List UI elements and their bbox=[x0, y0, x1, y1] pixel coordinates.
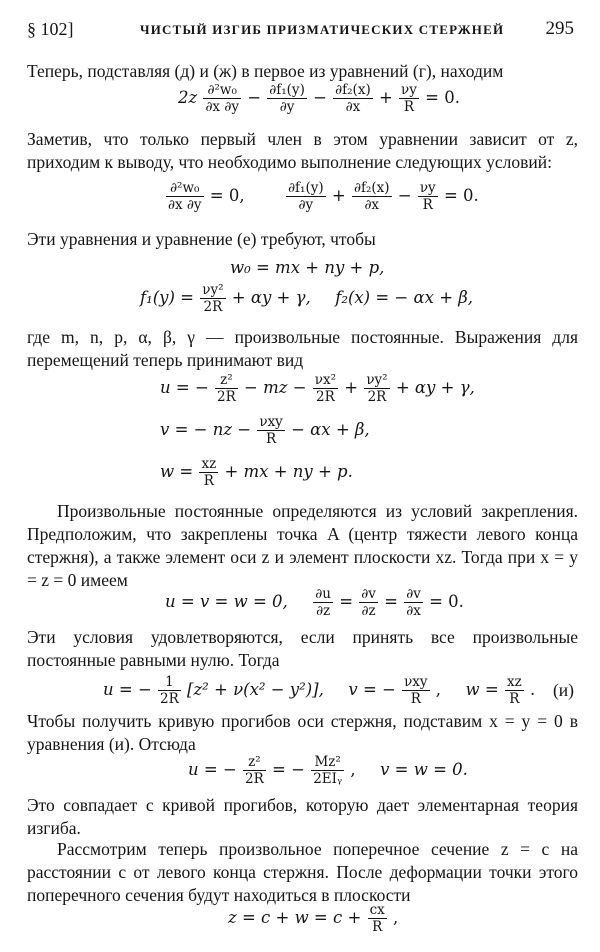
eq-rhs: = 0. bbox=[429, 592, 464, 611]
eq-text: w = bbox=[465, 680, 499, 699]
denominator: R bbox=[403, 99, 415, 115]
numerator: ∂v bbox=[406, 586, 421, 602]
operator: − bbox=[313, 88, 327, 107]
denominator: ∂y bbox=[279, 99, 295, 115]
fraction bbox=[404, 586, 423, 619]
fraction bbox=[313, 586, 333, 619]
denominator: ∂z bbox=[361, 603, 376, 619]
operator: = bbox=[384, 592, 398, 611]
equation-deflection bbox=[188, 754, 468, 787]
fraction bbox=[257, 414, 284, 447]
fraction bbox=[166, 180, 204, 213]
fraction bbox=[286, 180, 326, 213]
equation-w0 bbox=[230, 258, 384, 277]
denominator: 2R bbox=[316, 389, 335, 405]
equation-2 bbox=[165, 180, 479, 213]
eq-rhs: = 0. bbox=[443, 186, 479, 205]
operator: + bbox=[331, 186, 346, 205]
denominator: R bbox=[372, 919, 383, 935]
eq-text: v = − nz − bbox=[160, 420, 252, 439]
numerator: xz bbox=[507, 674, 522, 690]
denominator: R bbox=[509, 691, 520, 707]
fraction bbox=[199, 456, 218, 489]
paragraph-4: где m, n, p, α, β, γ — произвольные постоянные. Выражения для перемещений теперь принимают вид bbox=[27, 327, 578, 370]
fraction bbox=[352, 180, 392, 213]
eq-text: + αy + γ, bbox=[395, 378, 475, 397]
numerator: ∂v bbox=[361, 586, 376, 602]
eq-term: 2z bbox=[178, 88, 198, 107]
operator: + bbox=[378, 88, 393, 107]
fraction bbox=[505, 674, 524, 707]
operator: − bbox=[397, 186, 412, 205]
eq-sep: , bbox=[435, 680, 442, 699]
denominator: R bbox=[203, 473, 214, 489]
fraction bbox=[364, 372, 389, 405]
numerator: νy² bbox=[202, 282, 224, 298]
denominator: ∂x bbox=[345, 99, 361, 115]
numerator: z² bbox=[243, 754, 266, 771]
equation-i bbox=[103, 674, 535, 707]
eq-text: − mz − bbox=[244, 378, 307, 397]
numerator: Mz² bbox=[311, 754, 344, 771]
eq-text: u = − bbox=[160, 378, 209, 397]
fraction bbox=[359, 586, 378, 619]
denominator: ∂x ∂y bbox=[205, 99, 239, 115]
fraction bbox=[158, 674, 181, 707]
equation-w bbox=[160, 456, 353, 489]
paragraph-1: Теперь, подставляя (д) и (ж) в первое из уравнений (г), находим bbox=[27, 61, 504, 81]
eq-text: v = − bbox=[348, 680, 396, 699]
numerator: z² bbox=[215, 372, 238, 389]
numerator: ∂f₁(y) bbox=[288, 180, 324, 196]
eq-text: w₀ = mx + ny + p, bbox=[230, 258, 385, 277]
eq-sep: , bbox=[350, 760, 356, 779]
eq-text: + αy + γ, bbox=[231, 288, 311, 307]
paragraph-6: Эти условия удовлетворяются, если принять все произвольные постоянные равными нулю. Тогда bbox=[27, 627, 578, 670]
eq-text: f₂(x) = − αx + β, bbox=[335, 288, 474, 307]
fraction bbox=[313, 372, 338, 405]
denominator: 2R bbox=[217, 389, 236, 405]
fraction bbox=[418, 180, 438, 213]
eq-text: + mx + ny + p. bbox=[224, 462, 353, 481]
numerator: ∂f₂(x) bbox=[335, 82, 371, 98]
operator: = bbox=[339, 592, 354, 611]
denominator: 2R bbox=[203, 299, 223, 315]
numerator: νy² bbox=[366, 372, 388, 388]
denominator: ∂z bbox=[316, 603, 331, 619]
running-title: ЧИСТЫЙ ИЗГИБ ПРИЗМАТИЧЕСКИХ СТЕРЖНЕЙ bbox=[140, 22, 505, 37]
operator: = − bbox=[272, 760, 305, 779]
fraction bbox=[215, 372, 238, 405]
equation-number: (и) bbox=[552, 680, 574, 700]
numerator: νx² bbox=[314, 372, 337, 388]
paragraph-3: Эти уравнения и уравнение (е) требуют, чтобы bbox=[27, 229, 376, 249]
numerator: xz bbox=[201, 456, 217, 472]
running-header bbox=[27, 13, 574, 41]
equation-conditions bbox=[165, 586, 464, 619]
eq-rhs: = 0. bbox=[425, 88, 460, 107]
numerator: ∂²w₀ bbox=[166, 180, 204, 197]
equation-v bbox=[160, 414, 370, 447]
eq-text: u = v = w = 0, bbox=[165, 592, 288, 611]
numerator: 1 bbox=[158, 674, 181, 691]
fraction bbox=[200, 282, 225, 315]
denominator: 2R bbox=[245, 771, 264, 787]
eq-text: u = − bbox=[188, 760, 237, 779]
numerator: νxy bbox=[259, 414, 283, 430]
fraction bbox=[402, 674, 429, 707]
fraction bbox=[267, 82, 307, 115]
numerator: ∂u bbox=[315, 586, 331, 602]
paragraph-7: Чтобы получить кривую прогибов оси стержня, подставим x = y = 0 в уравнения (и). Отсюда bbox=[27, 711, 578, 754]
denominator: ∂x ∂y bbox=[168, 197, 202, 213]
paragraph-2: Заметив, что только первый член в этом уравнении зависит от z, приходим к выводу, что необходимо выполнение следующих условий: bbox=[27, 129, 578, 172]
fraction bbox=[203, 82, 241, 115]
eq-text: u = − bbox=[103, 680, 152, 699]
numerator: ∂f₁(y) bbox=[269, 82, 305, 98]
denominator: 2R bbox=[160, 691, 179, 707]
fraction bbox=[311, 754, 344, 787]
eq-sep: , bbox=[393, 908, 399, 927]
equation-f1-f2 bbox=[140, 282, 473, 315]
fraction bbox=[399, 82, 419, 115]
eq-rhs: = 0, bbox=[209, 186, 245, 205]
denominator: 2EIᵧ bbox=[313, 771, 343, 787]
equation-1 bbox=[178, 82, 460, 115]
denominator: R bbox=[410, 691, 421, 707]
numerator: νy bbox=[419, 180, 436, 196]
fraction bbox=[368, 902, 387, 935]
denominator: 2R bbox=[367, 389, 387, 405]
eq-text: w = bbox=[160, 462, 194, 481]
operator: − bbox=[247, 88, 262, 107]
numerator: cx bbox=[369, 902, 385, 918]
numerator: ∂²w₀ bbox=[203, 82, 241, 99]
section-ref: § 102] bbox=[27, 19, 74, 39]
eq-text: z = c + w = c + bbox=[228, 908, 362, 927]
paragraph-8: Это совпадает с кривой прогибов, которую дает элементарная теория изгиба. bbox=[27, 795, 578, 838]
eq-end: . bbox=[529, 680, 536, 699]
eq-text: f₁(y) = bbox=[140, 288, 194, 307]
paragraph-9: Рассмотрим теперь произвольное поперечное сечение z = c на расстоянии c от левого конца стержня. После деформации точки этого поперечного сечения будут находиться в плоскости bbox=[27, 839, 578, 905]
numerator: νy bbox=[401, 82, 417, 98]
denominator: R bbox=[266, 431, 277, 447]
denominator: ∂x bbox=[364, 197, 380, 213]
fraction bbox=[333, 82, 373, 115]
denominator: ∂y bbox=[298, 197, 314, 213]
eq-text: [z² + ν(x² − y²)], bbox=[187, 680, 324, 699]
eq-text: − αx + β, bbox=[291, 420, 370, 439]
page-number: 295 bbox=[545, 18, 574, 39]
equation-u bbox=[160, 372, 475, 405]
eq-text: v = w = 0. bbox=[380, 760, 468, 779]
fraction bbox=[243, 754, 266, 787]
numerator: νxy bbox=[404, 674, 428, 690]
operator: + bbox=[344, 378, 359, 397]
equation-plane bbox=[228, 902, 398, 935]
denominator: ∂x bbox=[406, 603, 421, 619]
paragraph-5: Произвольные постоянные определяются из условий закрепления. Предположим, что закреплены точка A (центр тяжести левого конца стержня), а также элемент оси z и элемент плоскости xz. Тогда при x = y = z = 0 имеем bbox=[27, 501, 578, 590]
numerator: ∂f₂(x) bbox=[353, 180, 390, 196]
denominator: R bbox=[422, 197, 433, 213]
